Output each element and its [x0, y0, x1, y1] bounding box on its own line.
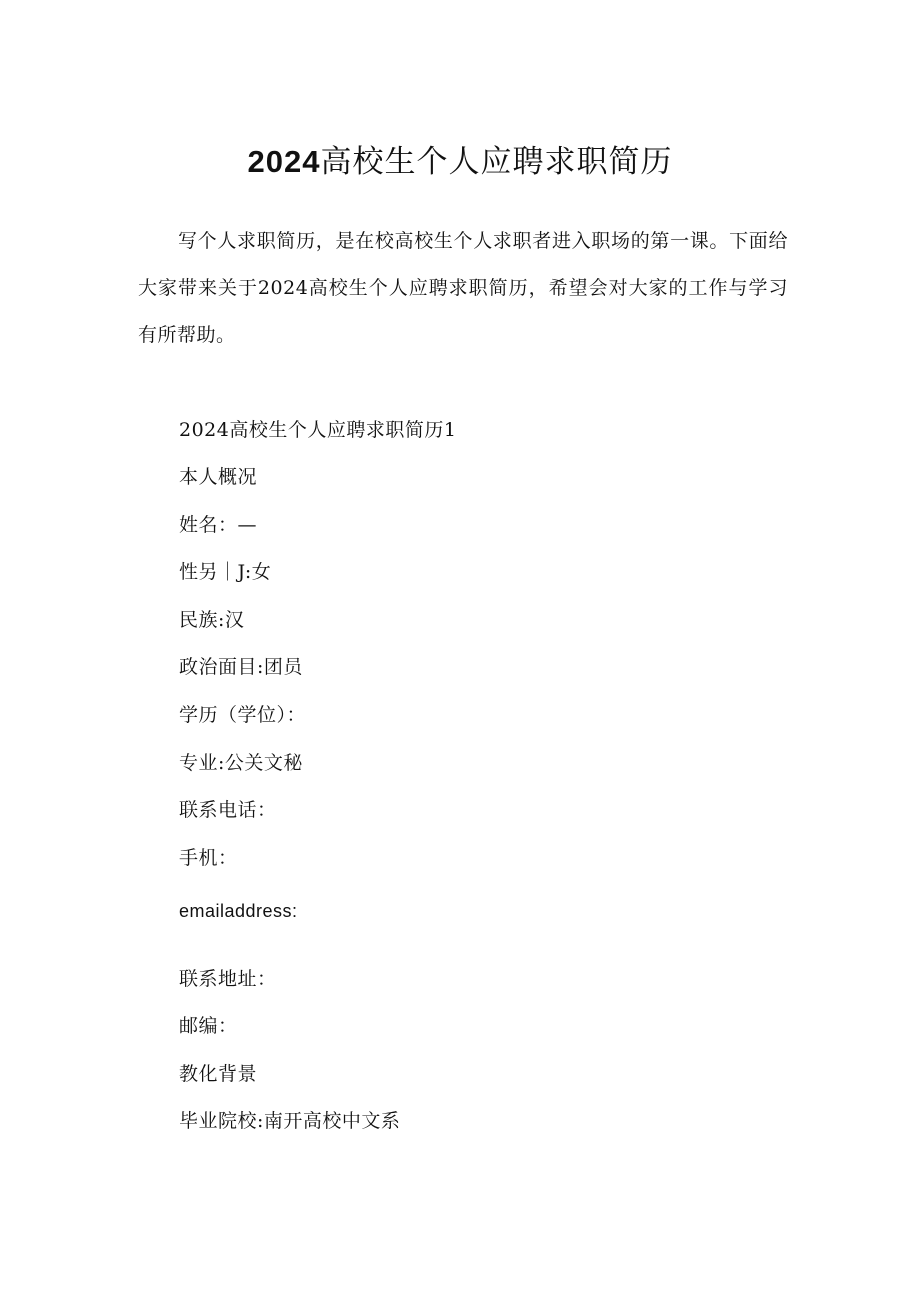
intro-paragraph: 写个人求职简历，是在校高校生个人求职者进入职场的第一课。下面给大家带来关于2024高校生个人应聘求职简历，希望会对大家的工作与学习有所帮助。	[138, 230, 788, 346]
field-postcode: 邮编：	[179, 1015, 238, 1037]
field-political-status: 政治面目:团员	[179, 656, 303, 678]
field-gender: 性另｜J:女	[179, 561, 272, 583]
field-email: emailaddress:	[179, 901, 298, 921]
field-education-degree: 学历（学位）：	[179, 704, 307, 726]
section-heading-profile: 本人概况	[179, 466, 258, 488]
field-major: 专业:公关文秘	[179, 752, 303, 774]
section-heading-resume-1: 2024高校生个人应聘求职简历1	[179, 419, 457, 441]
field-address: 联系地址：	[179, 968, 277, 990]
field-phone: 联系电话：	[179, 799, 277, 821]
field-name: 姓名：—	[179, 514, 258, 536]
document-title: 2024高校生个人应聘求职简历	[247, 144, 673, 180]
field-school: 毕业院校:南开高校中文系	[179, 1110, 401, 1132]
field-ethnicity: 民族:汉	[179, 609, 245, 631]
field-mobile: 手机：	[179, 847, 238, 869]
section-heading-education: 教化背景	[179, 1063, 258, 1085]
